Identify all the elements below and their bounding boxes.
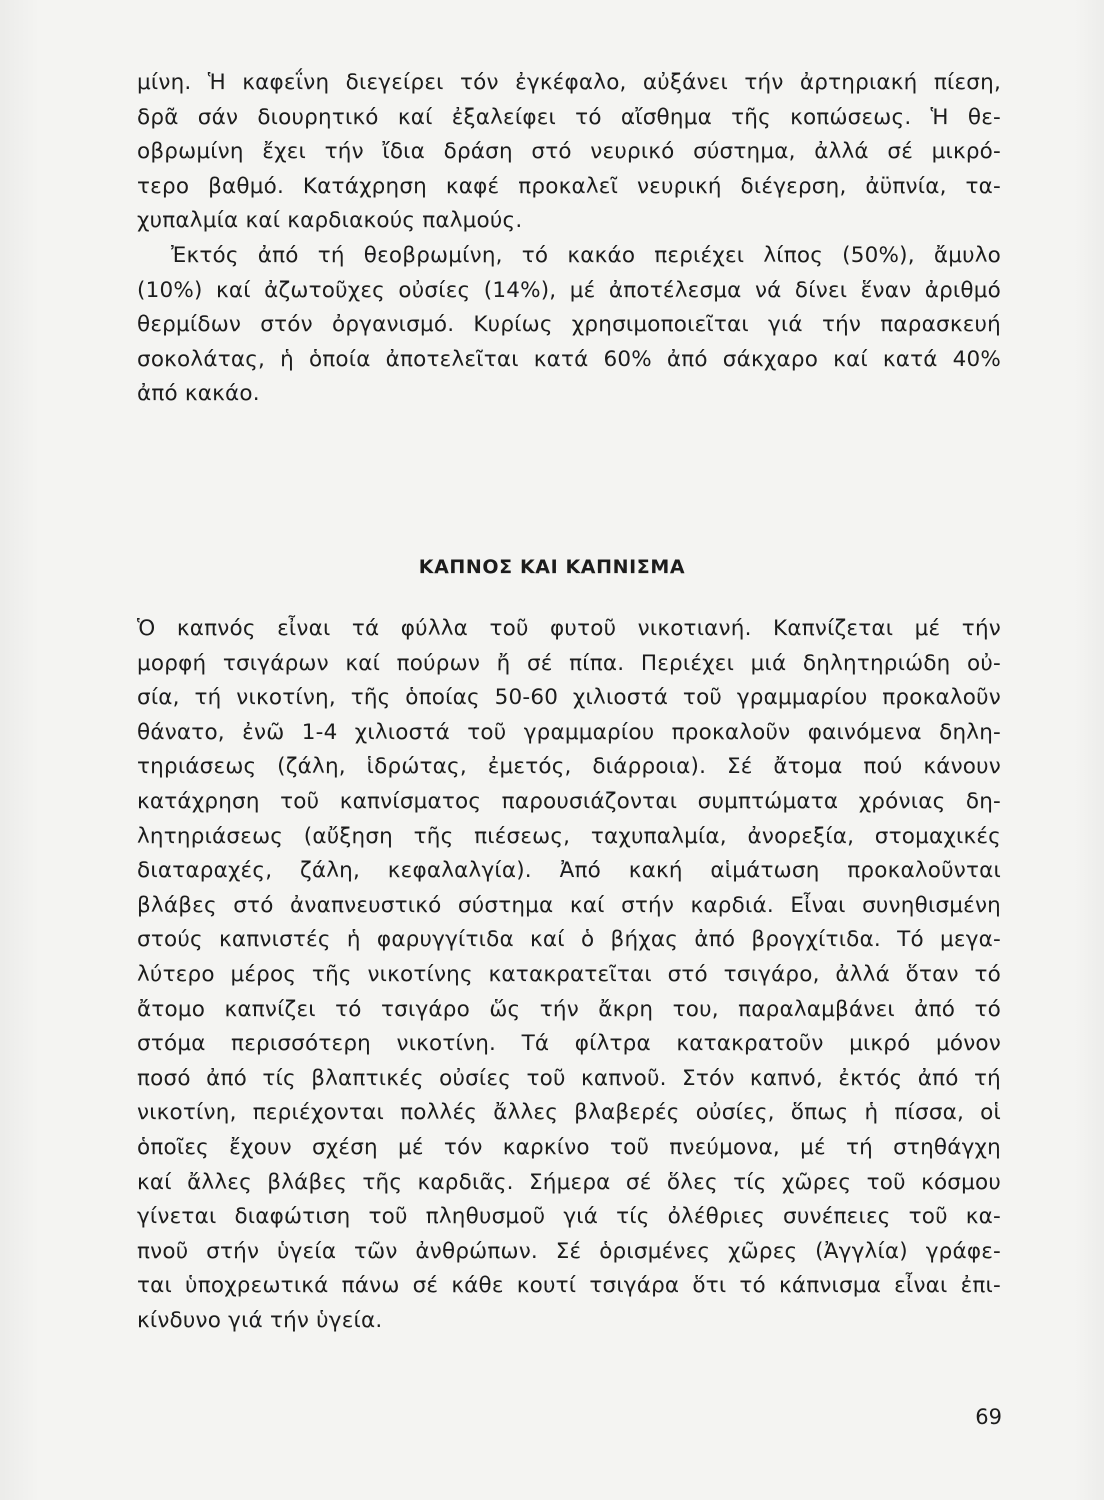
text-line: κίνδυνο γιά τήν ὑγεία. (137, 1307, 383, 1333)
text-line: χυπαλμία καί καρδιακούς παλμούς. (137, 208, 523, 234)
text-line: τηριάσεως (ζάλη, ἱδρώτας, ἐμετός, διάρροια). Σέ ἄτομα πού κάνουν (137, 754, 1001, 780)
text-line: λύτερο μέρος τῆς νικοτίνης κατακρατεῖται στό τσιγάρο, ἀλλά ὅταν τό (137, 961, 1001, 987)
text-line: Ὁ καπνός εἶναι τά φύλλα τοῦ φυτοῦ νικοτιανή. Καπνίζεται μέ τήν (137, 616, 1001, 641)
text-line: μίνη. Ἡ καφεΐνη διεγείρει τόν ἐγκέφαλο, αὐξάνει τήν ἀρτηριακή πίεση, (137, 70, 1001, 95)
text-line: σοκολάτας, ἡ ὁποία ἀποτελεῖται κατά 60% ἀπό σάκχαρο καί κατά 40% (137, 346, 1001, 372)
text-line: γίνεται διαφώτιση τοῦ πληθυσμοῦ γιά τίς ὀλέθριες συνέπειες τοῦ κα- (137, 1204, 1001, 1230)
text-line: μορφή τσιγάρων καί πούρων ἤ σέ πίπα. Περιέχει μιά δηλητηριώδη οὐ- (137, 650, 1001, 676)
paragraph-coffee-cocoa (137, 66, 1001, 412)
text-line: στόμα περισσότερη νικοτίνη. Τά φίλτρα κατακρατοῦν μικρό μόνον (137, 1031, 1001, 1057)
text-line: ἀπό κακάο. (137, 381, 260, 407)
text-line: σία, τή νικοτίνη, τῆς ὁποίας 50-60 χιλιοστά τοῦ γραμμαρίου προκαλοῦν (137, 685, 1001, 711)
text-line: λητηριάσεως (αὔξηση τῆς πιέσεως, ταχυπαλμία, ἀνορεξία, στομαχικές (137, 823, 1001, 849)
text-line: δρᾶ σάν διουρητικό καί ἐξαλείφει τό αἴσθημα τῆς κοπώσεως. Ἡ θε- (137, 104, 1001, 130)
text-line: κατάχρηση τοῦ καπνίσματος παρουσιάζονται συμπτώματα χρόνιας δη- (137, 788, 1001, 814)
text-line: ὁποῖες ἔχουν σχέση μέ τόν καρκίνο τοῦ πνεύμονα, μέ τή στηθάγχη (137, 1134, 1001, 1160)
text-line: ται ὑποχρεωτικά πάνω σέ κάθε κουτί τσιγάρα ὅτι τό κάπνισμα εἶναι ἐπι- (137, 1273, 1001, 1299)
section-heading: ΚΑΠΝΟΣ ΚΑΙ ΚΑΠΝΙΣΜΑ (418, 556, 686, 578)
text-line: θερμίδων στόν ὀργανισμό. Κυρίως χρησιμοποιεῖται γιά τήν παρασκευή (137, 312, 1001, 338)
text-line: διαταραχές, ζάλη, κεφαλαλγία). Ἀπό κακή αἱμάτωση προκαλοῦνται (137, 858, 1001, 884)
text-line: θάνατο, ἐνῶ 1-4 χιλιοστά τοῦ γραμμαρίου προκαλοῦν φαινόμενα δηλη- (137, 719, 1001, 745)
page-number: 69 (975, 1405, 1002, 1429)
text-line: ἄτομο καπνίζει τό τσιγάρο ὥς τήν ἄκρη του, παραλαμβάνει ἀπό τό (137, 996, 1001, 1022)
text-line: τερο βαθμό. Κατάχρηση καφέ προκαλεῖ νευρική διέγερση, ἀϋπνία, τα- (137, 173, 1001, 199)
text-line: στούς καπνιστές ἡ φαρυγγίτιδα καί ὁ βήχας ἀπό βρογχίτιδα. Τό μεγα- (137, 927, 1001, 953)
text-line: ποσό ἀπό τίς βλαπτικές οὐσίες τοῦ καπνοῦ. Στόν καπνό, ἐκτός ἀπό τή (137, 1065, 1001, 1091)
paragraph-tobacco (137, 612, 1001, 1338)
text-line: οβρωμίνη ἔχει τήν ἴδια δράση στό νευρικό σύστημα, ἀλλά σέ μικρό- (137, 139, 1001, 165)
text-line: πνοῦ στήν ὑγεία τῶν ἀνθρώπων. Σέ ὁρισμένες χῶρες (Ἀγγλία) γράφε- (137, 1238, 1001, 1264)
text-line: βλάβες στό ἀναπνευστικό σύστημα καί στήν καρδιά. Εἶναι συνηθισμένη (137, 892, 1001, 918)
text-line: (10%) καί ἀζωτοῦχες οὐσίες (14%), μέ ἀποτέλεσμα νά δίνει ἕναν ἀριθμό (137, 277, 1001, 303)
text-line: καί ἄλλες βλάβες τῆς καρδιᾶς. Σήμερα σέ ὅλες τίς χῶρες τοῦ κόσμου (137, 1169, 1001, 1195)
text-line: Ἐκτός ἀπό τή θεοβρωμίνη, τό κακάο περιέχει λίπος (50%), ἄμυλο (171, 242, 1001, 268)
text-line: νικοτίνη, περιέχονται πολλές ἄλλες βλαβερές οὐσίες, ὅπως ἡ πίσσα, οἱ (137, 1100, 1001, 1126)
